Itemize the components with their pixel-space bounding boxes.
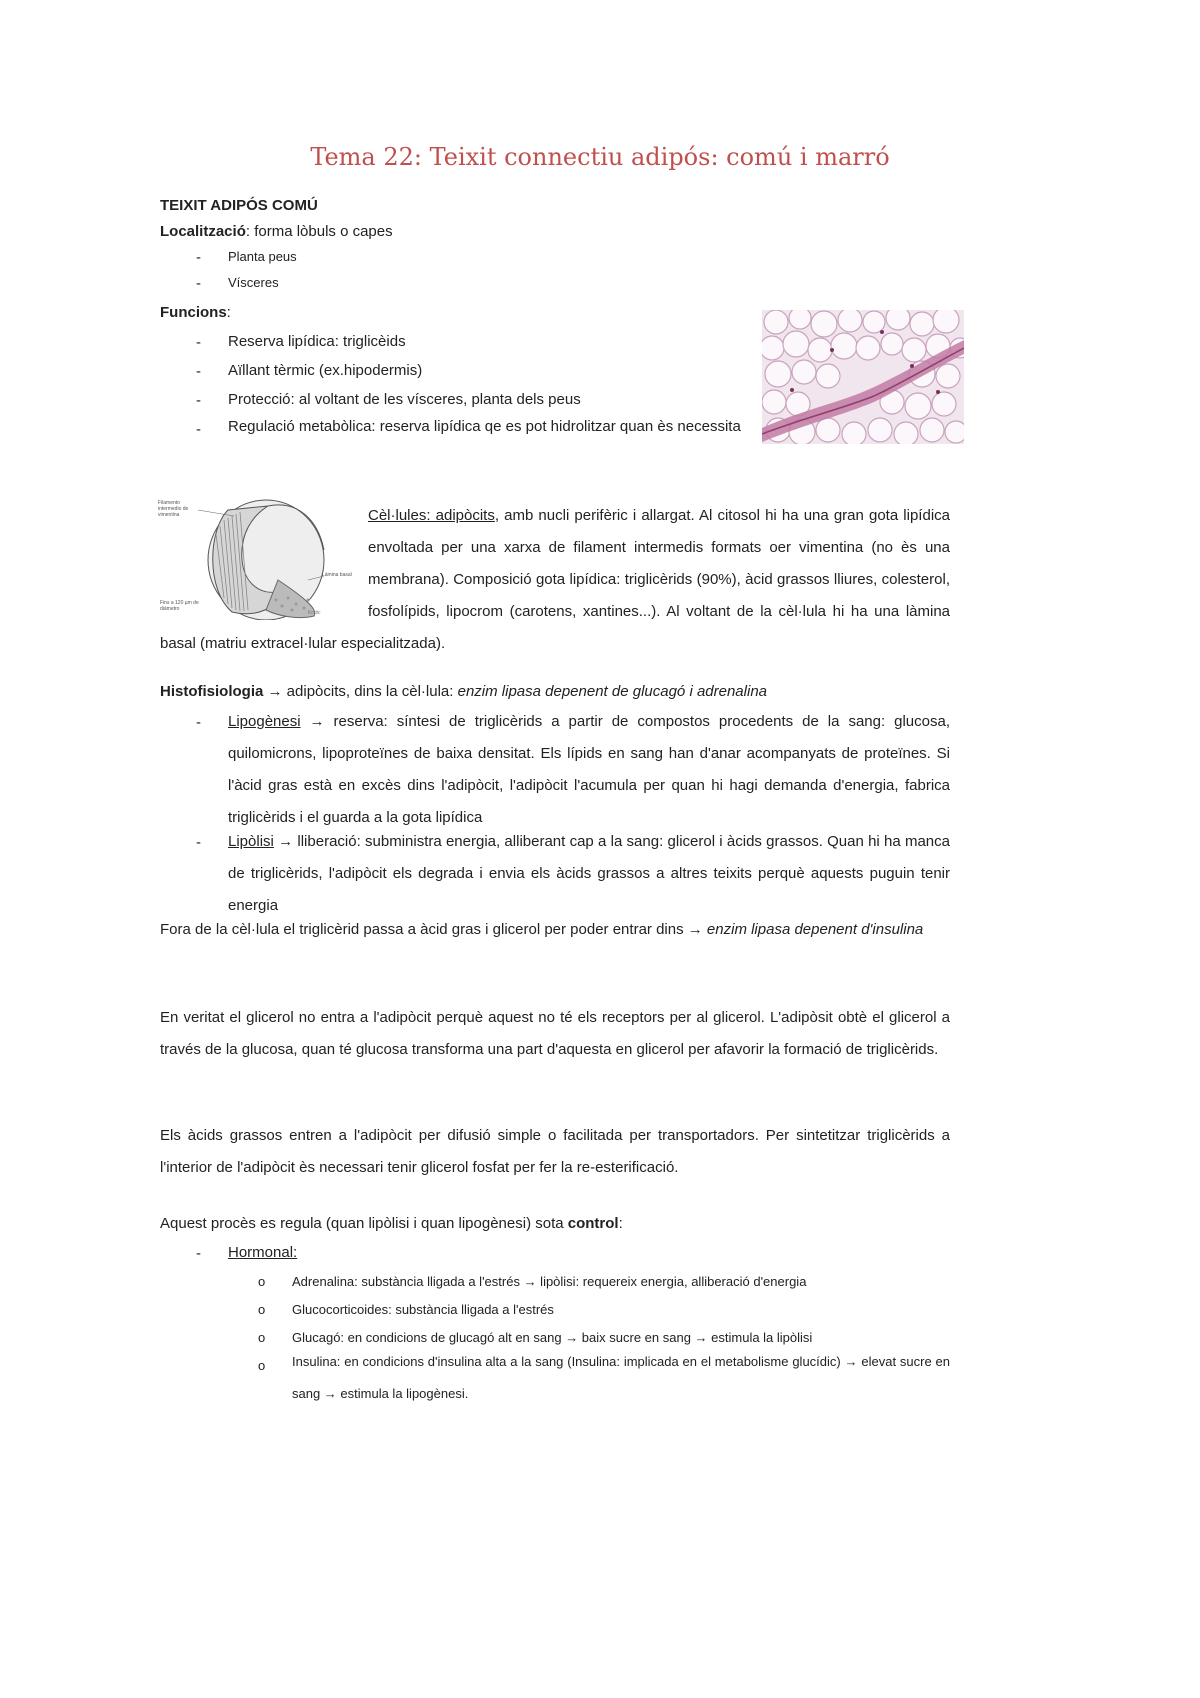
list-item-lipogenesi	[228, 706, 950, 834]
micrograph-svg	[762, 310, 964, 444]
hormone-item: Glucagó: en condicions de glucagó alt en sang → baix sucre en sang → estimula la lipòlisi	[292, 1330, 813, 1345]
list-item-lipolisi	[228, 826, 950, 922]
acids-paragraph: Els àcids grassos entren a l'adipòcit per difusió simple o facilitada per transportadors. Per sintetitzar triglicèrids a l'interior de l'adipòcit ès necessari tenir glicerol fosfat per fer la re-esterificació.	[160, 1127, 950, 1176]
localitzacio-line	[160, 222, 393, 242]
histo-line	[160, 682, 767, 702]
float-spacer	[160, 500, 368, 620]
histo-enzyme: enzim lipasa depenent de glucagó i adrenalina	[457, 683, 767, 700]
localitzacio-label: Localització	[160, 223, 246, 240]
fora-paragraph	[160, 914, 950, 946]
diagram-label-lamina: Lámina basal	[322, 572, 352, 578]
bullet-dash: -	[196, 1245, 201, 1262]
lipogenesi-text: → reserva: síntesi de triglicèrids a partir de compostos procedents de la sang: glucosa, quilomicrons, lipoproteïnes de baixa densitat. Els lípids en sang han d'anar acompanyats de proteïnes. Si l'àcid gras està en excès dins l'adipòcit, l'adipòcit l'acumula per quan hi hagi demanda d'energia, fabrica triglicèrids i el guarda a la gota lipídica	[228, 713, 950, 826]
fora-text: Fora de la cèl·lula el triglicèrid passa a àcid gras i glicerol per poder entrar dins →	[160, 921, 707, 938]
hormonal-heading: Hormonal:	[228, 1244, 298, 1261]
bullet-dash: -	[196, 421, 201, 438]
lipogenesi-term: Lipogènesi	[228, 713, 301, 730]
cells-paragraph	[160, 500, 950, 660]
hormone-item: Glucocorticoides: substància lligada a l'estrés	[292, 1302, 554, 1317]
histo-label: Histofisiologia	[160, 683, 264, 700]
localitzacio-text: : forma lòbuls o capes	[245, 223, 393, 240]
bullet-dash: -	[196, 834, 201, 851]
bullet-dash: -	[196, 363, 201, 380]
list-item: Protecció: al voltant de les vísceres, planta dels peus	[228, 391, 581, 408]
adipose-micrograph-image	[762, 310, 964, 444]
lipolisi-text: → lliberació: subministra energia, alliberant cap a la sang: glicerol i àcids grassos. Quan hi ha manca de triglicèrids, l'adipòcit els degrada i envia els àcids grassos a altres teixits perquè aquests puguin tenir energia	[228, 833, 950, 914]
list-item: Regulació metabòlica: reserva lipídica qe es pot hidrolitzar quan ès necessita	[228, 418, 741, 435]
glicerol-paragraph: En veritat el glicerol no entra a l'adipòcit perquè aquest no té els receptors per al glicerol. L'adipòsit obtè el glicerol a través de la glucosa, quan té glucosa transforma una part d'aquesta en glicerol per afavorir la formació de triglicèrids.	[160, 1009, 950, 1058]
bullet-circle: o	[258, 1358, 266, 1373]
bullet-dash: -	[196, 334, 201, 351]
diagram-label-filament: Filamento intermedio de vimentina	[158, 500, 189, 518]
lipolisi-term: Lipòlisi	[228, 833, 274, 850]
bullet-dash: -	[196, 249, 201, 266]
bullet-dash: -	[196, 714, 201, 731]
funcions-colon: :	[226, 304, 231, 321]
histo-arrow-text: → adipòcits, dins la cèl·lula:	[263, 683, 458, 700]
diagram-label-scale: Fins a 120 µm de diámetro	[160, 600, 199, 612]
bullet-dash: -	[196, 275, 201, 292]
list-item: Vísceres	[228, 275, 279, 290]
section-heading: TEIXIT ADIPÓS COMÚ	[160, 197, 318, 214]
control-colon: :	[618, 1215, 623, 1232]
funcions-line	[160, 303, 231, 323]
bullet-dash: -	[196, 392, 201, 409]
control-bold: control	[567, 1215, 619, 1232]
diagram-label-credit: Krstic	[308, 610, 321, 616]
funcions-label: Funcions	[160, 304, 227, 321]
list-item: Planta peus	[228, 249, 297, 264]
hormone-item: Insulina: en condicions d'insulina alta a la sang (Insulina: implicada en el metabolisme glucídic) → elevat sucre en sang → estimula la lipogènesi.	[292, 1354, 950, 1401]
list-item: Reserva lipídica: triglicèids	[228, 333, 406, 350]
fora-italic: enzim lipasa depenent d'insulina	[706, 921, 924, 938]
control-line	[160, 1214, 623, 1234]
bullet-circle: o	[258, 1302, 266, 1317]
bullet-circle: o	[258, 1274, 266, 1289]
hormone-item: Adrenalina: substància lligada a l'estrés → lipòlisi: requereix energia, alliberació d'energia	[292, 1274, 807, 1289]
cells-label: Cèl·lules: adipòcits	[368, 507, 495, 524]
bullet-circle: o	[258, 1330, 266, 1345]
cells-text: , amb nucli perifèric i allargat. Al citosol hi ha una gran gota lipídica envoltada per una xarxa de filament intermedis formats oer vimentina (no ès una membrana). Composició gota lipídica: triglicèrids (90%), àcid grassos lliures, colesterol, fosfolípids, lipocrom (carotens, xantines...). Al voltant de la cèl·lula hi ha una làmina basal (matriu extracel·lular especialitzada).	[160, 507, 950, 652]
control-intro: Aquest procès es regula (quan lipòlisi i quan lipogènesi) sota	[160, 1215, 568, 1232]
page-title: Tema 22: Teixit connectiu adipós: comú i marró	[310, 143, 890, 171]
list-item: Aïllant tèrmic (ex.hipodermis)	[228, 362, 423, 379]
